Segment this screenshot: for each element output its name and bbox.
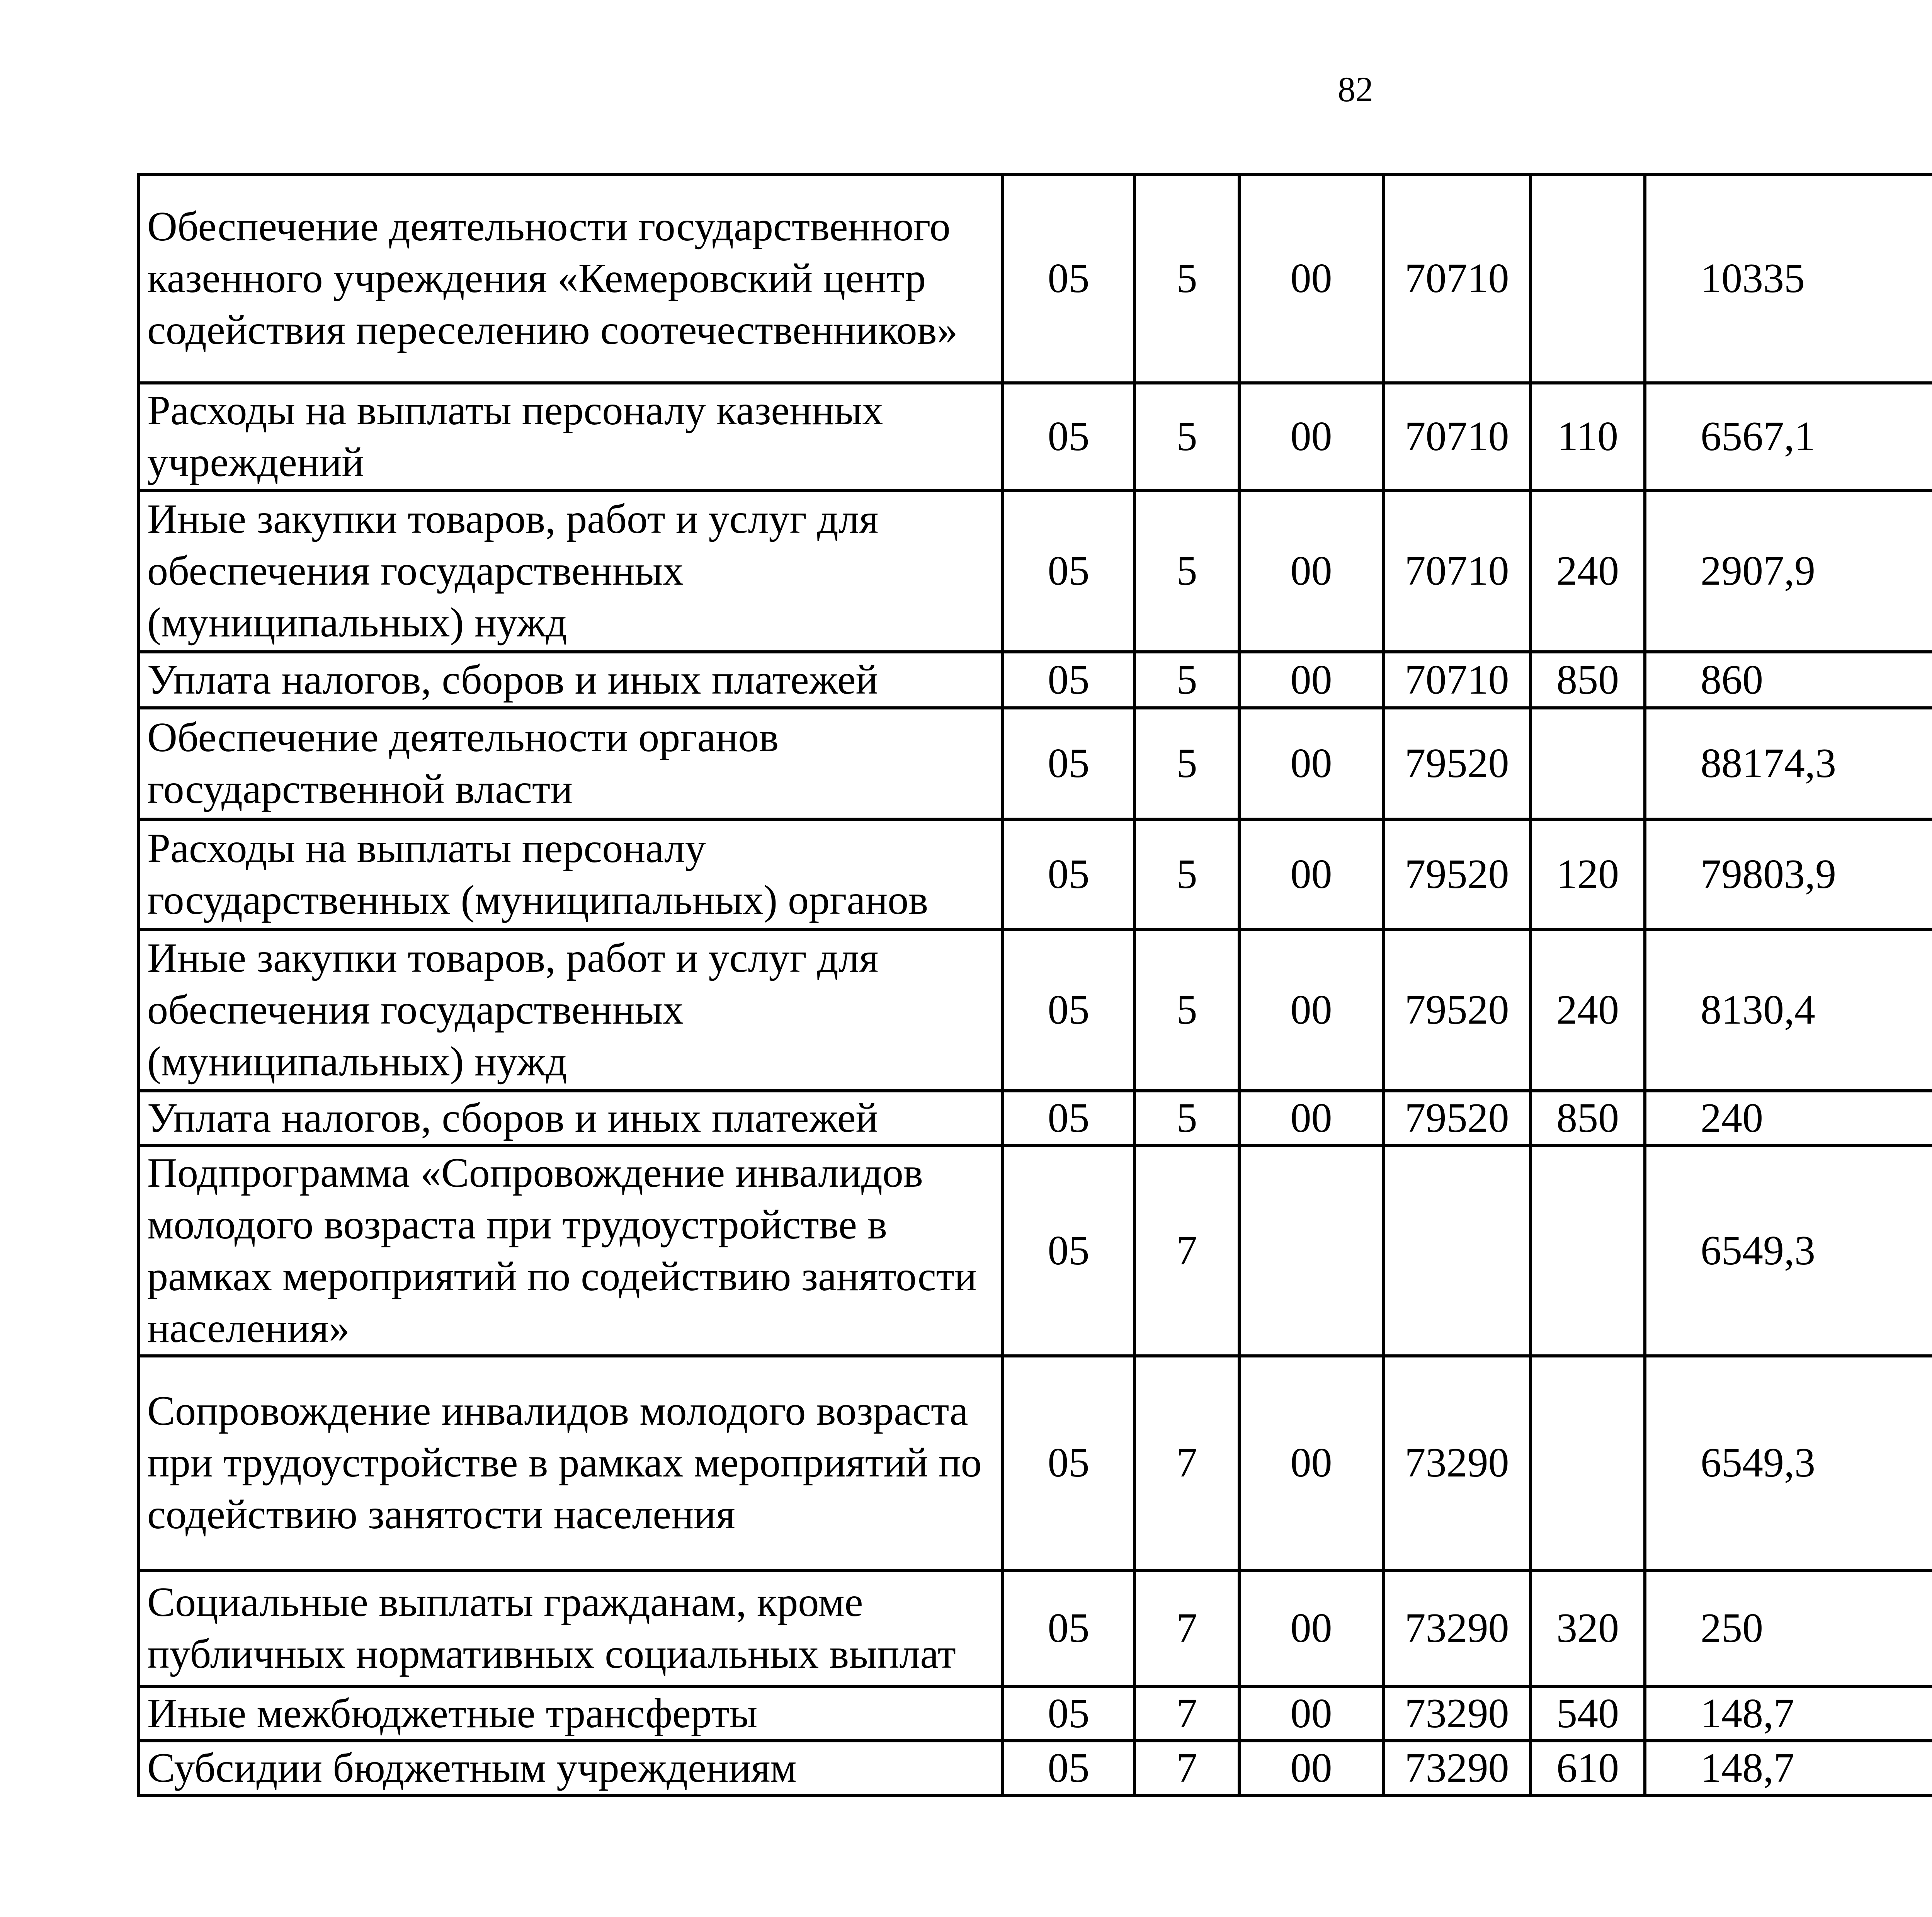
expense-type-cell: 850	[1531, 652, 1645, 708]
expense-type-cell: 320	[1531, 1570, 1645, 1686]
subsection-code-cell: 5	[1134, 490, 1239, 652]
amount-year1-cell: 860	[1645, 652, 1932, 708]
expense-type-cell: 850	[1531, 1091, 1645, 1146]
program-code-cell: 00	[1239, 819, 1383, 929]
subsection-code-cell: 7	[1134, 1570, 1239, 1686]
section-code-cell: 05	[1003, 383, 1134, 490]
table-row	[139, 929, 1932, 1091]
table-row	[139, 652, 1932, 708]
amount-year1-cell: 88174,3	[1645, 708, 1932, 819]
page-number: 82	[1338, 70, 1373, 109]
budget-table-body	[139, 174, 1932, 1796]
direction-code-cell: 73290	[1383, 1570, 1531, 1686]
program-code-cell: 00	[1239, 652, 1383, 708]
subsection-code-cell: 7	[1134, 1686, 1239, 1741]
expense-type-cell	[1531, 1146, 1645, 1356]
section-code-cell: 05	[1003, 1570, 1134, 1686]
direction-code-cell: 73290	[1383, 1741, 1531, 1796]
row-name-cell: Иные межбюджетные трансферты	[139, 1686, 1003, 1741]
program-code-cell: 00	[1239, 708, 1383, 819]
table-row	[139, 1356, 1932, 1570]
section-code-cell: 05	[1003, 819, 1134, 929]
direction-code-cell: 70710	[1383, 490, 1531, 652]
table-row	[139, 1570, 1932, 1686]
amount-year1-cell: 79803,9	[1645, 819, 1932, 929]
expense-type-cell: 110	[1531, 383, 1645, 490]
section-code-cell: 05	[1003, 708, 1134, 819]
expense-type-cell	[1531, 708, 1645, 819]
expense-type-cell	[1531, 174, 1645, 383]
row-name-cell: Расходы на выплаты персоналу государственных (муниципальных) органов	[139, 819, 1003, 929]
table-row	[139, 708, 1932, 819]
table-row	[139, 1686, 1932, 1741]
row-name-cell: Обеспечение деятельности органов государственной власти	[139, 708, 1003, 819]
row-name-cell: Уплата налогов, сборов и иных платежей	[139, 1091, 1003, 1146]
row-name-cell: Сопровождение инвалидов молодого возраста при трудоустройстве в рамках мероприятий по содействию занятости населения	[139, 1356, 1003, 1570]
program-code-cell: 00	[1239, 1741, 1383, 1796]
subsection-code-cell: 7	[1134, 1146, 1239, 1356]
subsection-code-cell: 5	[1134, 652, 1239, 708]
table-row	[139, 1146, 1932, 1356]
section-code-cell: 05	[1003, 1741, 1134, 1796]
direction-code-cell: 79520	[1383, 1091, 1531, 1146]
row-name-cell: Иные закупки товаров, работ и услуг для обеспечения государственных (муниципальных) нужд	[139, 929, 1003, 1091]
subsection-code-cell: 5	[1134, 383, 1239, 490]
section-code-cell: 05	[1003, 1356, 1134, 1570]
amount-year1-cell: 148,7	[1645, 1686, 1932, 1741]
expense-type-cell: 610	[1531, 1741, 1645, 1796]
table-row	[139, 1091, 1932, 1146]
amount-year1-cell: 240	[1645, 1091, 1932, 1146]
row-name-cell: Социальные выплаты гражданам, кроме публичных нормативных социальных выплат	[139, 1570, 1003, 1686]
subsection-code-cell: 5	[1134, 1091, 1239, 1146]
direction-code-cell: 79520	[1383, 819, 1531, 929]
row-name-cell: Обеспечение деятельности государственного казенного учреждения «Кемеровский центр содействия переселению соотечественников»	[139, 174, 1003, 383]
section-code-cell: 05	[1003, 1091, 1134, 1146]
section-code-cell: 05	[1003, 174, 1134, 383]
row-name-cell: Уплата налогов, сборов и иных платежей	[139, 652, 1003, 708]
amount-year1-cell: 10335	[1645, 174, 1932, 383]
program-code-cell: 00	[1239, 1091, 1383, 1146]
table-row	[139, 174, 1932, 383]
table-row	[139, 819, 1932, 929]
expense-type-cell: 540	[1531, 1686, 1645, 1741]
subsection-code-cell: 5	[1134, 708, 1239, 819]
section-code-cell: 05	[1003, 490, 1134, 652]
program-code-cell: 00	[1239, 490, 1383, 652]
table-row	[139, 1741, 1932, 1796]
program-code-cell: 00	[1239, 1570, 1383, 1686]
section-code-cell: 05	[1003, 1146, 1134, 1356]
amount-year1-cell: 6549,3	[1645, 1356, 1932, 1570]
direction-code-cell: 79520	[1383, 708, 1531, 819]
expense-type-cell	[1531, 1356, 1645, 1570]
program-code-cell: 00	[1239, 1686, 1383, 1741]
expense-type-cell: 240	[1531, 490, 1645, 652]
table-row	[139, 490, 1932, 652]
amount-year1-cell: 148,7	[1645, 1741, 1932, 1796]
amount-year1-cell: 8130,4	[1645, 929, 1932, 1091]
row-name-cell: Субсидии бюджетным учреждениям	[139, 1741, 1003, 1796]
subsection-code-cell: 5	[1134, 929, 1239, 1091]
direction-code-cell	[1383, 1146, 1531, 1356]
direction-code-cell: 73290	[1383, 1356, 1531, 1570]
expense-type-cell: 120	[1531, 819, 1645, 929]
row-name-cell: Подпрограмма «Сопровождение инвалидов молодого возраста при трудоустройстве в рамках мероприятий по содействию занятости населения»	[139, 1146, 1003, 1356]
amount-year1-cell: 6549,3	[1645, 1146, 1932, 1356]
program-code-cell: 00	[1239, 383, 1383, 490]
direction-code-cell: 79520	[1383, 929, 1531, 1091]
row-name-cell: Расходы на выплаты персоналу казенных учреждений	[139, 383, 1003, 490]
subsection-code-cell: 7	[1134, 1741, 1239, 1796]
program-code-cell	[1239, 1146, 1383, 1356]
budget-table	[137, 173, 1932, 1797]
table-row	[139, 383, 1932, 490]
row-name-cell: Иные закупки товаров, работ и услуг для обеспечения государственных (муниципальных) нужд	[139, 490, 1003, 652]
direction-code-cell: 70710	[1383, 174, 1531, 383]
subsection-code-cell: 5	[1134, 819, 1239, 929]
program-code-cell: 00	[1239, 174, 1383, 383]
direction-code-cell: 73290	[1383, 1686, 1531, 1741]
amount-year1-cell: 2907,9	[1645, 490, 1932, 652]
direction-code-cell: 70710	[1383, 383, 1531, 490]
section-code-cell: 05	[1003, 929, 1134, 1091]
program-code-cell: 00	[1239, 929, 1383, 1091]
expense-type-cell: 240	[1531, 929, 1645, 1091]
section-code-cell: 05	[1003, 1686, 1134, 1741]
subsection-code-cell: 5	[1134, 174, 1239, 383]
amount-year1-cell: 250	[1645, 1570, 1932, 1686]
direction-code-cell: 70710	[1383, 652, 1531, 708]
section-code-cell: 05	[1003, 652, 1134, 708]
amount-year1-cell: 6567,1	[1645, 383, 1932, 490]
program-code-cell: 00	[1239, 1356, 1383, 1570]
subsection-code-cell: 7	[1134, 1356, 1239, 1570]
